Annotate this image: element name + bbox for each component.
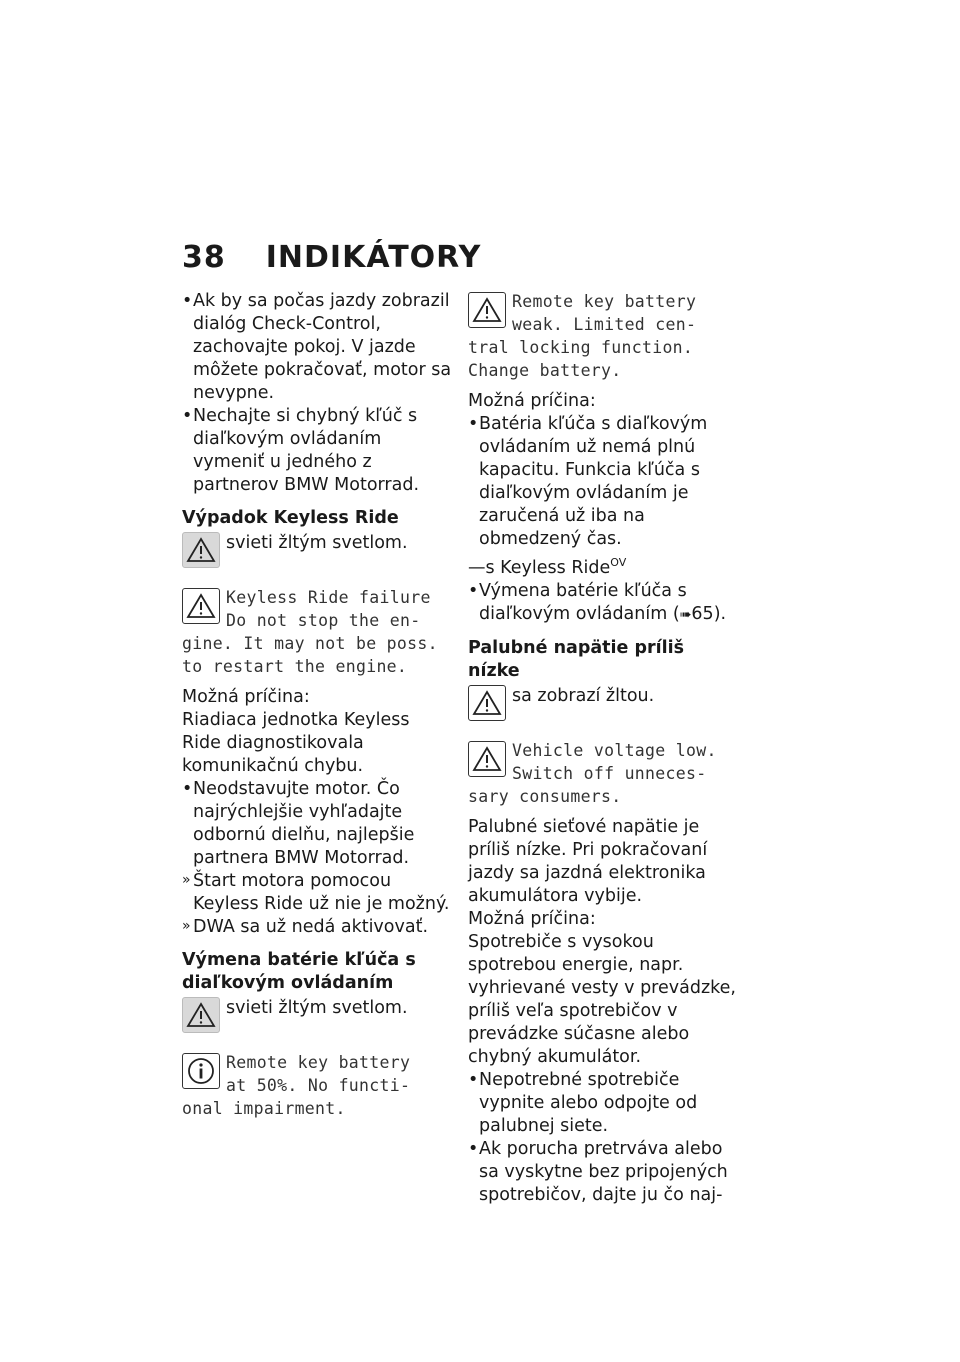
dash-text: s Keyless Ride: [485, 557, 611, 578]
display-message-voltage: [468, 739, 738, 808]
display-line: Do not stop the en-: [226, 611, 421, 630]
heading-voltage-low: Palubné napätie príliš nízke: [468, 637, 685, 681]
info-icon: [182, 1053, 220, 1089]
display-message-battery-weak: [468, 290, 738, 382]
display-line: Keyless Ride failure: [226, 588, 431, 607]
indicator-lights-text: svieti žltým svetlom.: [226, 998, 408, 1018]
display-line: tral locking function.: [468, 338, 694, 357]
bullet-replace-key: • Nechajte si chybný kľúč s diaľkovým ovládaním vymeniť u jedného z partnerov BMW Motorrad.: [182, 405, 452, 497]
bullet2-text: Výmena batérie kľúča s diaľkovým ovládaním (: [479, 580, 687, 624]
page-reference-link[interactable]: 65: [691, 603, 714, 624]
indicator-row-battery: [182, 997, 452, 1043]
display-line: Vehicle voltage low.: [512, 740, 717, 760]
bullet-dont-stop: • Neodstavujte motor. Čo najrýchlejšie vyhľadajte odbornú dielňu, najlepšie partnera BMW Motorrad.: [182, 778, 452, 870]
display-line: Remote key battery: [226, 1053, 411, 1072]
cause-text: Spotrebiče s vysokou spotrebou energie, napr. vyhrievané vesty v prevádzke, príliš veľa spotrebičov v prevádzke súčasne alebo chybný akumulátor.: [468, 931, 736, 1067]
bullet-checkcontrol: • Ak by sa počas jazdy zobrazil dialóg Check-Control, zachovajte pokoj. V jazde môžete pokračovať, motor sa nevypne.: [182, 290, 452, 405]
voltage-explanation: Palubné sieťové napätie je príliš nízke. Pri pokračovaní jazdy sa jazdná elektronika akumulátora vybije.: [468, 816, 708, 906]
warning-triangle-icon: [468, 685, 506, 721]
display-line: Switch off unneces-: [512, 763, 707, 783]
cause-text: Riadiaca jednotka Keyless Ride diagnostikovala komunikačnú chybu.: [182, 710, 410, 776]
page-reference-arrow-icon: ➠: [679, 606, 692, 623]
cause-label: Možná príčina:: [468, 908, 596, 929]
display-message-keyless: [182, 586, 452, 678]
indicator-lights-text: svieti žltým svetlom.: [226, 533, 408, 553]
display-message-battery-50: [182, 1051, 452, 1120]
left-column: [182, 290, 452, 1120]
warning-triangle-icon: [468, 292, 506, 328]
display-line: Change battery.: [468, 361, 622, 380]
display-line: gine. It may not be poss.: [182, 634, 438, 653]
heading-keyless-failure: Výpadok Keyless Ride: [182, 508, 399, 528]
right-column: [468, 290, 738, 1207]
display-line: to restart the engine.: [182, 657, 408, 676]
display-line: weak. Limited cen-: [512, 315, 697, 334]
cause-label: Možná príčina:: [182, 687, 310, 707]
result-no-start: » Štart motora pomocou Keyless Ride už nie je možný.: [182, 870, 452, 916]
warning-triangle-icon: [468, 741, 506, 777]
indicator-shown-text: sa zobrazí žltou.: [512, 685, 655, 706]
page-header: [182, 240, 481, 275]
indicator-row-voltage: [468, 685, 738, 731]
bullet-battery-capacity: • Batéria kľúča s diaľkovým ovládaním už nemá plnú kapacitu. Funkcia kľúča s diaľkovým ovládaním je zaručená už iba na obmedzený čas.: [468, 413, 738, 551]
page-title: INDIKÁTORY: [265, 240, 482, 275]
cause-label: Možná príčina:: [468, 391, 596, 411]
page-number: 38: [182, 240, 226, 275]
dash-keyless-ride: —s Keyless Ride$^{OV}$: [468, 556, 627, 578]
bullet-fault-persists: • Ak porucha pretrváva alebo sa vyskytne bez pripojených spotrebičov, dajte ju čo naj-: [468, 1138, 738, 1207]
display-line: sary consumers.: [468, 786, 622, 806]
display-line: onal impairment.: [182, 1099, 346, 1118]
result-dwa: » DWA sa už nedá aktivovať.: [182, 916, 452, 939]
bullet-replace-battery: [468, 580, 738, 627]
option-sup: OV: [610, 556, 627, 569]
warning-triangle-icon: [182, 588, 220, 624]
bullet-switch-off-consumers: • Nepotrebné spotrebiče vypnite alebo odpojte od palubnej siete.: [468, 1069, 738, 1138]
display-line: at 50%. No functi-: [226, 1076, 411, 1095]
heading-key-battery: Výmena batérie kľúča s diaľkovým ovládaním: [182, 950, 416, 993]
indicator-row-keyless: [182, 532, 452, 578]
display-line: Remote key battery: [512, 292, 697, 311]
warning-triangle-icon: [182, 532, 220, 568]
warning-triangle-icon: [182, 997, 220, 1033]
bullet2-end: ).: [713, 603, 727, 624]
